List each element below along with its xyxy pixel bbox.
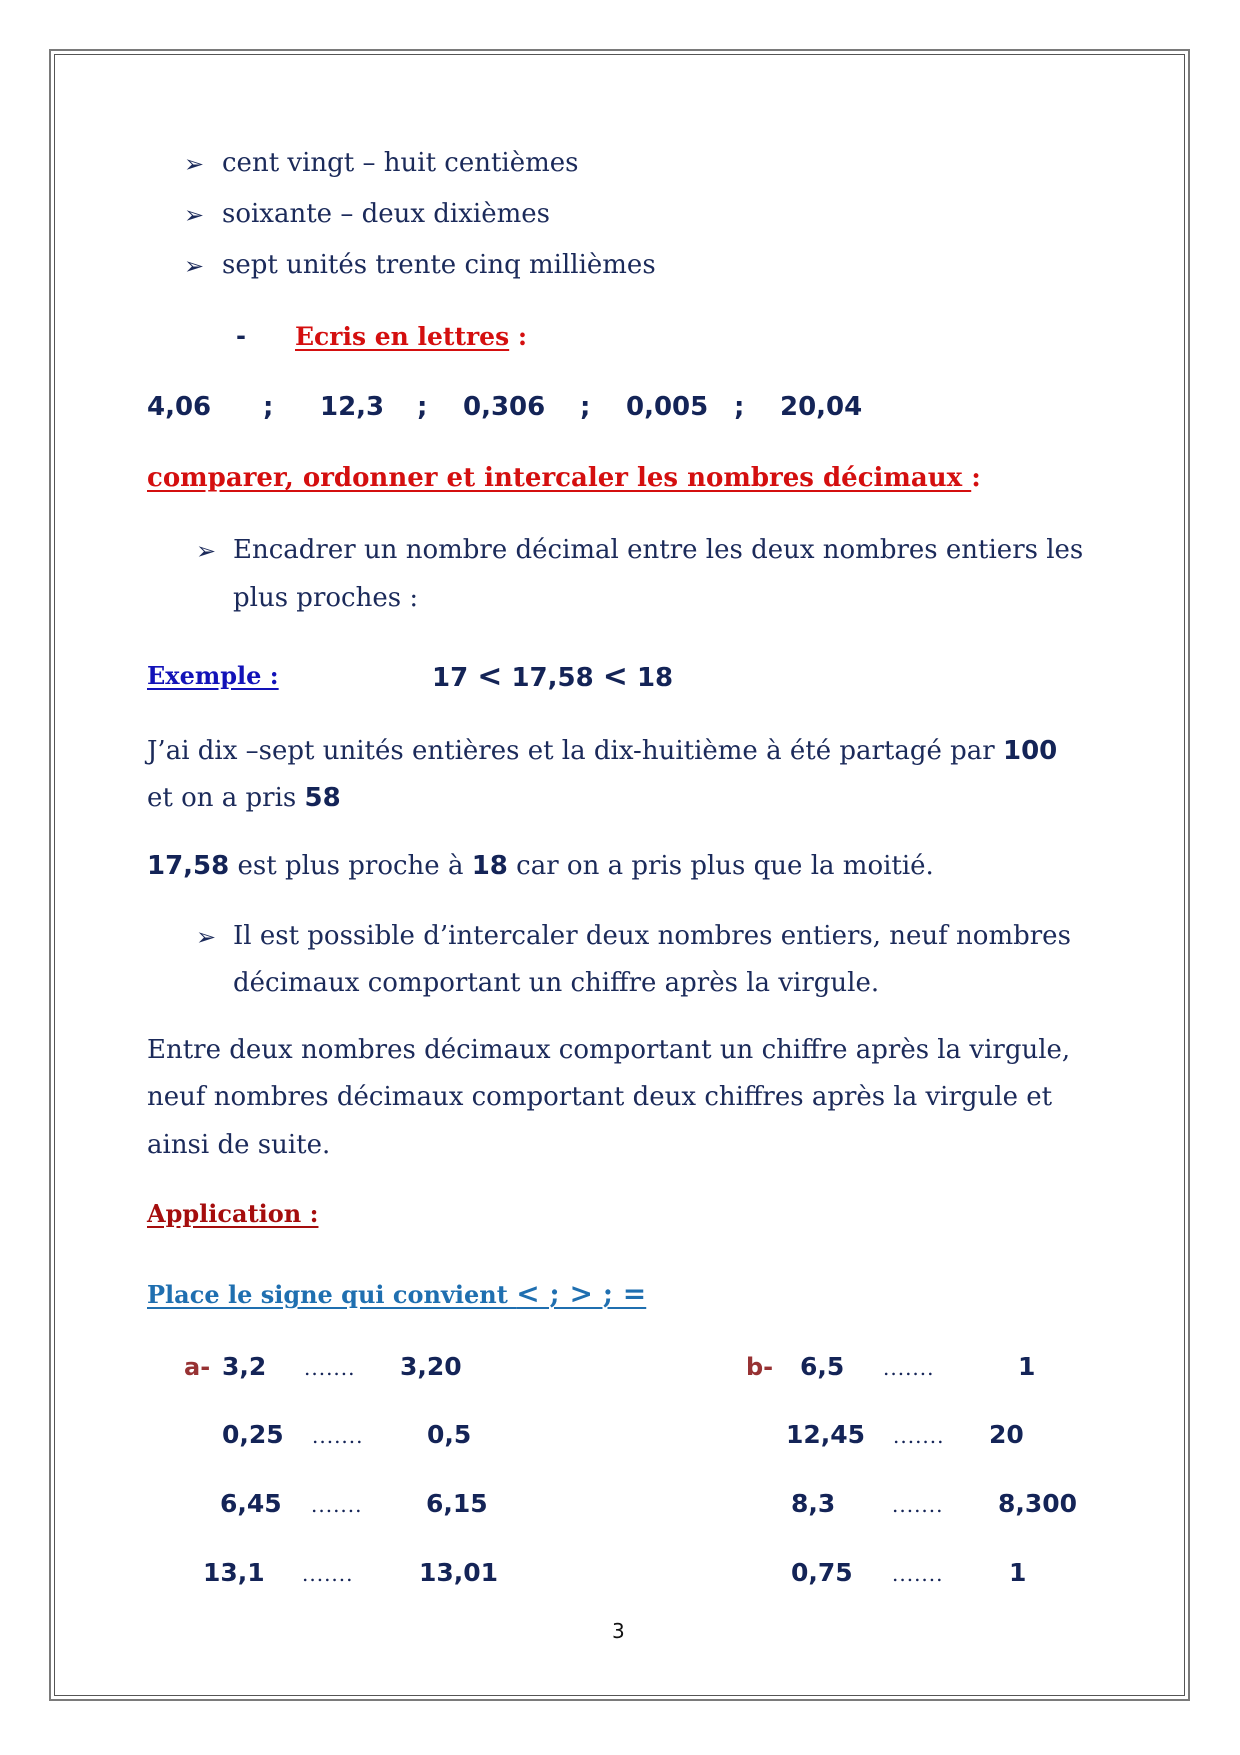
explain-bold: 18 [471, 851, 508, 881]
exercise-b-right: 1 [1018, 1352, 1036, 1381]
exercise-b-left: 12,45 [786, 1420, 866, 1449]
exemple-expression [432, 659, 673, 694]
explain-line-1 [147, 736, 1057, 766]
page-number: 3 [612, 1619, 625, 1643]
exercise-a-right: 3,20 [400, 1352, 462, 1381]
place-label: Place le signe qui convient [147, 1280, 517, 1309]
exercise-b-right: 8,300 [998, 1489, 1078, 1518]
number-item: 20,04 [780, 392, 863, 422]
encadrer-line-2: plus proches : [233, 583, 419, 613]
bullet-item: soixante – deux dixièmes [222, 199, 550, 229]
expr-part: 17,58 [511, 663, 594, 693]
explain-text: est plus proche à [229, 851, 472, 881]
expr-part: 17 [432, 663, 469, 693]
ecris-colon: : [509, 322, 528, 351]
bullet-arrow-icon: ➢ [196, 537, 217, 565]
encadrer-line-1: Encadrer un nombre décimal entre les deux nombres entiers les [233, 535, 1084, 565]
exercise-a-left: 6,45 [220, 1489, 282, 1518]
separator: ; [263, 392, 274, 422]
exercise-a-right: 0,5 [427, 1420, 472, 1449]
explain-text: et on a pris [147, 783, 305, 813]
number-item: 12,3 [320, 392, 385, 422]
exemple-label: Exemple : [147, 661, 279, 690]
answer-blank[interactable]: ....... [892, 1562, 944, 1586]
answer-blank[interactable]: ....... [893, 1424, 945, 1448]
explain-bold: 17,58 [147, 851, 230, 881]
answer-blank[interactable]: ....... [302, 1562, 354, 1586]
exercise-b-left: 8,3 [791, 1489, 836, 1518]
number-item: 4,06 [147, 392, 212, 422]
bullet-arrow-icon: ➢ [196, 923, 217, 951]
exercise-a-left: 3,2 [222, 1352, 267, 1381]
place-heading [147, 1277, 646, 1310]
explain-line-3 [147, 851, 934, 881]
exercise-a-right: 6,15 [426, 1489, 488, 1518]
answer-blank[interactable]: ....... [883, 1356, 935, 1380]
intercaler-line-1: Il est possible d’intercaler deux nombres entiers, neuf nombres [233, 921, 1071, 951]
dash-marker: - [236, 322, 246, 350]
ecris-heading [295, 322, 527, 351]
explain-bold: 58 [304, 783, 341, 813]
separator: ; [580, 392, 591, 422]
answer-blank[interactable]: ....... [892, 1493, 944, 1517]
section-colon: : [971, 463, 981, 493]
exercise-a-label: a- [184, 1353, 211, 1381]
answer-blank[interactable]: ....... [311, 1493, 363, 1517]
explain-line-2 [147, 783, 341, 813]
exercise-a-left: 13,1 [203, 1558, 265, 1587]
exercise-b-right: 20 [989, 1420, 1024, 1449]
less-than-sign: < [602, 659, 628, 694]
answer-blank[interactable]: ....... [312, 1424, 364, 1448]
bullet-arrow-icon: ➢ [184, 150, 205, 178]
place-signs: < ; > ; = [516, 1277, 647, 1310]
less-than-sign: < [477, 659, 503, 694]
explain-text: J’ai dix –sept unités entières et la dix-huitième à été partagé par [147, 736, 1003, 766]
intercaler-line-2: décimaux comportant un chiffre après la virgule. [233, 968, 880, 998]
paragraph-line: ainsi de suite. [147, 1130, 331, 1160]
number-item: 0,306 [463, 392, 546, 422]
exercise-b-right: 1 [1009, 1558, 1027, 1587]
bullet-arrow-icon: ➢ [184, 252, 205, 280]
paragraph-line: neuf nombres décimaux comportant deux chiffres après la virgule et [147, 1082, 1053, 1112]
application-label: Application : [147, 1199, 319, 1228]
exercise-b-label: b- [746, 1353, 774, 1381]
separator: ; [734, 392, 745, 422]
number-item: 0,005 [626, 392, 709, 422]
ecris-title: Ecris en lettres [295, 322, 510, 351]
exercise-b-left: 0,75 [791, 1558, 853, 1587]
section-heading [147, 463, 981, 493]
bullet-arrow-icon: ➢ [184, 201, 205, 229]
exercise-a-right: 13,01 [419, 1558, 499, 1587]
expr-part: 18 [636, 663, 674, 693]
exercise-a-left: 0,25 [222, 1420, 284, 1449]
explain-bold: 100 [1003, 736, 1058, 766]
section-title: comparer, ordonner et intercaler les nombres décimaux [147, 463, 972, 493]
bullet-item: sept unités trente cinq millièmes [222, 250, 656, 280]
bullet-item: cent vingt – huit centièmes [222, 148, 579, 178]
separator: ; [417, 392, 428, 422]
explain-text: car on a pris plus que la moitié. [507, 851, 934, 881]
exercise-b-left: 6,5 [800, 1352, 845, 1381]
answer-blank[interactable]: ....... [304, 1356, 356, 1380]
paragraph-line: Entre deux nombres décimaux comportant un chiffre après la virgule, [147, 1035, 1071, 1065]
